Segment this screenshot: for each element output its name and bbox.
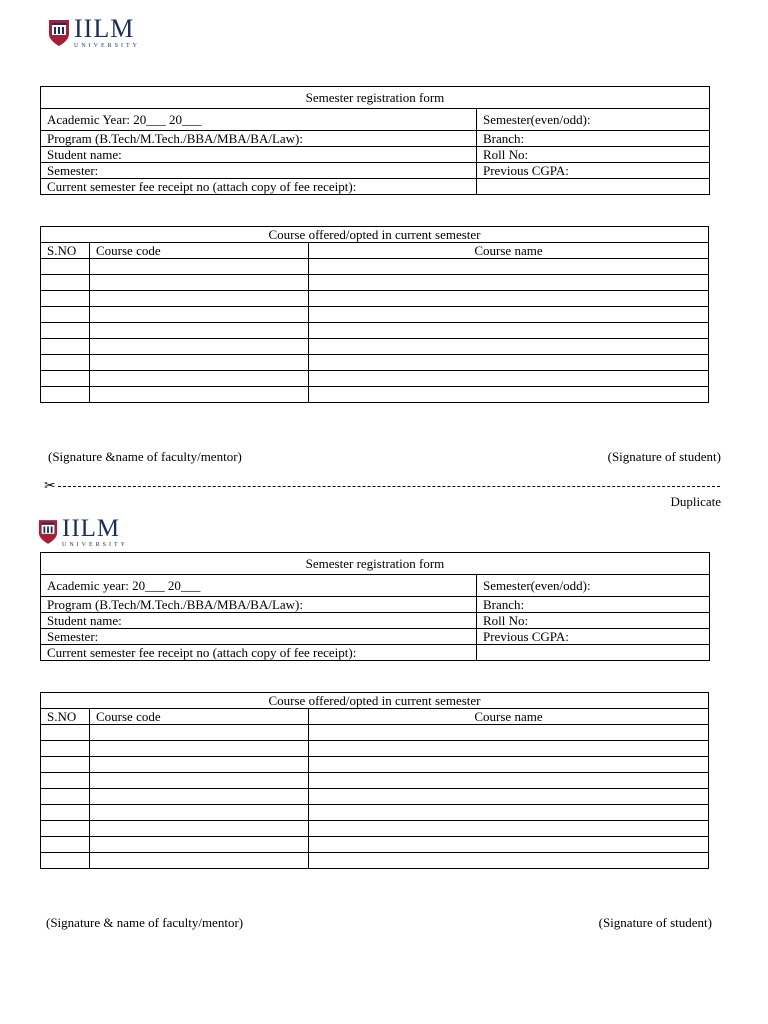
- academic-year-field[interactable]: Academic Year: 20___ 20___: [41, 109, 477, 131]
- student-signature-label: (Signature of student): [607, 449, 721, 464]
- logo-subtitle: UNIVERSITY: [62, 542, 128, 548]
- program-field[interactable]: Program (B.Tech/M.Tech./BBA/MBA/BA/Law):: [41, 597, 477, 613]
- table-row: [41, 725, 709, 741]
- table-row: [41, 821, 709, 837]
- table-row: [41, 789, 709, 805]
- scissors-icon: ✂: [44, 478, 56, 494]
- shield-crest-icon: [38, 519, 58, 545]
- table-row: [41, 853, 709, 869]
- fee-receipt-field[interactable]: Current semester fee receipt no (attach copy of fee receipt):: [41, 179, 477, 195]
- branch-field[interactable]: Branch:: [477, 131, 710, 147]
- table-row: [41, 805, 709, 821]
- logo-name: IILM: [74, 14, 135, 43]
- form-title: Semester registration form: [41, 87, 710, 109]
- col-course-code-header: Course code: [90, 709, 309, 725]
- academic-year-field[interactable]: Academic year: 20___ 20___: [41, 575, 477, 597]
- table-row: [41, 275, 709, 291]
- table-row: [41, 387, 709, 403]
- semester-type-field[interactable]: Semester(even/odd):: [477, 109, 710, 131]
- table-row: [41, 371, 709, 387]
- col-course-name-header: Course name: [309, 709, 709, 725]
- branch-field[interactable]: Branch:: [477, 597, 710, 613]
- university-logo: [48, 16, 140, 49]
- courses-title: Course offered/opted in current semester: [41, 227, 709, 243]
- table-row: [41, 323, 709, 339]
- registration-form-table: [40, 86, 710, 195]
- courses-title: Course offered/opted in current semester: [41, 693, 709, 709]
- courses-table: [40, 226, 709, 403]
- table-row: [41, 773, 709, 789]
- logo-subtitle: UNIVERSITY: [74, 43, 140, 49]
- cut-line: [44, 478, 720, 494]
- table-row: [41, 339, 709, 355]
- shield-crest-icon: [48, 19, 70, 47]
- col-sno-header: S.NO: [41, 243, 90, 259]
- col-sno-header: S.NO: [41, 709, 90, 725]
- courses-table: [40, 692, 709, 869]
- student-name-field[interactable]: Student name:: [41, 613, 477, 629]
- fee-receipt-field[interactable]: Current semester fee receipt no (attach copy of fee receipt):: [41, 645, 477, 661]
- faculty-signature-label: (Signature &name of faculty/mentor): [48, 449, 242, 464]
- student-name-field[interactable]: Student name:: [41, 147, 477, 163]
- program-field[interactable]: Program (B.Tech/M.Tech./BBA/MBA/BA/Law):: [41, 131, 477, 147]
- logo-name: IILM: [62, 515, 121, 542]
- fee-receipt-blank[interactable]: [477, 645, 710, 661]
- semester-type-field[interactable]: Semester(even/odd):: [477, 575, 710, 597]
- registration-form-table: [40, 552, 710, 661]
- table-row: [41, 837, 709, 853]
- table-row: [41, 291, 709, 307]
- table-row: [41, 757, 709, 773]
- semester-field[interactable]: Semester:: [41, 163, 477, 179]
- faculty-signature-label: (Signature & name of faculty/mentor): [46, 915, 244, 930]
- table-row: [41, 307, 709, 323]
- student-signature-label: (Signature of student): [598, 915, 712, 930]
- form-title: Semester registration form: [41, 553, 710, 575]
- table-row: [41, 259, 709, 275]
- table-row: [41, 355, 709, 371]
- roll-no-field[interactable]: Roll No:: [477, 613, 710, 629]
- table-row: [41, 741, 709, 757]
- semester-field[interactable]: Semester:: [41, 629, 477, 645]
- previous-cgpa-field[interactable]: Previous CGPA:: [477, 163, 710, 179]
- fee-receipt-blank[interactable]: [477, 179, 710, 195]
- university-logo: [38, 516, 128, 548]
- dashed-divider: [58, 486, 720, 487]
- duplicate-label: Duplicate: [670, 494, 721, 509]
- col-course-code-header: Course code: [90, 243, 309, 259]
- roll-no-field[interactable]: Roll No:: [477, 147, 710, 163]
- col-course-name-header: Course name: [309, 243, 709, 259]
- previous-cgpa-field[interactable]: Previous CGPA:: [477, 629, 710, 645]
